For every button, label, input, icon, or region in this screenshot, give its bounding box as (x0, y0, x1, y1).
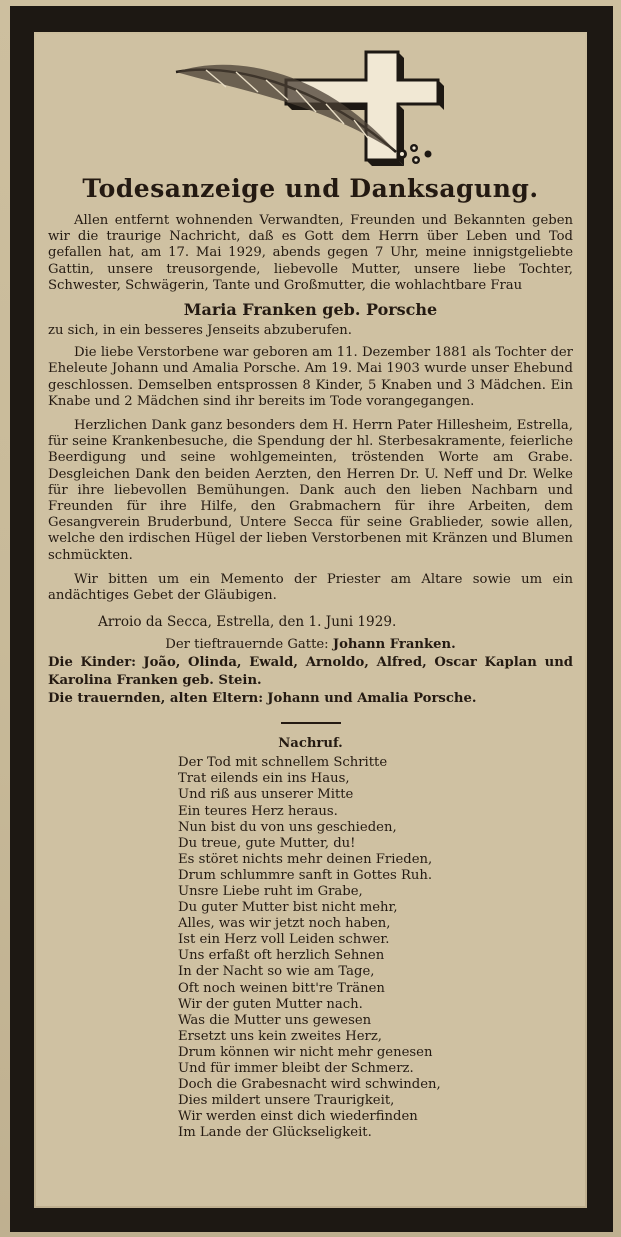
place-date: Arroio da Secca, Estrella, den 1. Juni 1929. (98, 614, 397, 631)
poem-line: Wir der guten Mutter nach. (178, 996, 363, 1012)
parents-label: Die trauernden, alten Eltern: (48, 691, 264, 707)
parents-signature (48, 690, 573, 708)
poem-line: Drum schlummre sanft in Gottes Ruh. (178, 867, 433, 883)
after-name-paragraph: zu sich, in ein besseres Jenseits abzuberufen. (48, 323, 352, 339)
poem-line: Oft noch weinen bitt're Tränen (178, 980, 385, 996)
poem-line: Dies mildert unsere Traurigkeit, (178, 1093, 395, 1109)
notice-content (48, 174, 573, 1142)
headline: Todesanzeige und Danksagung. (82, 174, 539, 203)
poem-line: Wir werden einst dich wiederfinden (178, 1109, 418, 1125)
poem-line: In der Nacht so wie am Tage, (178, 964, 375, 980)
children-label: Die Kinder: (48, 655, 137, 671)
poem-line: Alles, was wir jetzt noch haben, (178, 916, 391, 932)
poem-line: Und für immer bleibt der Schmerz. (178, 1061, 414, 1077)
poem-line: Und riß aus unserer Mitte (178, 787, 354, 803)
poem-line: Du treue, gute Mutter, du! (178, 835, 356, 851)
border-top (12, 6, 609, 32)
nachruf-poem (178, 755, 573, 1141)
border-left (10, 6, 34, 1232)
poem-line: Ersetzt uns kein zweites Herz, (178, 1028, 382, 1044)
poem-line: Uns erfaßt oft herzlich Sehnen (178, 948, 385, 964)
poem-line: Im Lande der Glückseligkeit. (178, 1125, 372, 1141)
intro-paragraph: Allen entfernt wohnenden Verwandten, Freunden und Bekannten geben wir die traurige Nachricht, daß es Gott dem Herrn über Leben und Tod gefallen hat, am 17. Mai 1929, abends gegen 7 Uhr, meine innigstgeliebte Gattin, unsere treusorgende, liebevolle Mutter, unsere liebe Tochter, Schwester, Schwägerin, Tante und Großmutter, die wohlachtbare Frau (48, 213, 573, 293)
nachruf-title: Nachruf. (278, 736, 343, 752)
poem-line: Es störet nichts mehr deinen Frieden, (178, 851, 433, 867)
cross-and-feather-icon (166, 42, 466, 172)
poem-line: Du guter Mutter bist nicht mehr, (178, 900, 398, 916)
children-signature (48, 654, 573, 690)
poem-line: Trat eilends ein ins Haus, (178, 771, 350, 787)
poem-line: Nun bist du von uns geschieden, (178, 819, 397, 835)
deceased-name: Maria Franken geb. Porsche (183, 300, 438, 320)
poem-line: Ist ein Herz voll Leiden schwer. (178, 932, 390, 948)
poem-line: Unsre Liebe ruht im Grabe, (178, 884, 363, 900)
poem-line: Ein teures Herz heraus. (178, 803, 338, 819)
poem-line: Doch die Grabesnacht wird schwinden, (178, 1077, 441, 1093)
poem-line: Drum können wir nicht mehr genesen (178, 1044, 433, 1060)
request-paragraph: Wir bitten um ein Memento der Priester am Altare sowie um ein andächtiges Gebet der Gläubigen. (48, 571, 573, 604)
border-bottom (10, 1208, 611, 1232)
biography-paragraph: Die liebe Verstorbene war geboren am 11. Dezember 1881 als Tochter der Eheleute Johann und Amalia Porsche. Am 19. Mai 1903 wurde unser Ehebund geschlossen. Demselben entsprossen 8 Kinder, 5 Knaben und 3 Mädchen. Ein Knabe und 2 Mädchen sind ihr bereits im Tode vorangegangen. (48, 345, 573, 409)
notice-panel (36, 34, 585, 1206)
poem-line: Der Tod mit schnellem Schritte (178, 755, 388, 771)
poem-line: Was die Mutter uns gewesen (178, 1012, 372, 1028)
husband-label: Der tieftrauernde Gatte: (165, 637, 329, 653)
children-names: João, Olinda, Ewald, Arnoldo, Alfred, Oscar Kaplan und Karolina Franken geb. Stein. (48, 655, 574, 689)
parents-names: Johann und Amalia Porsche. (267, 691, 477, 707)
thanks-paragraph: Herzlichen Dank ganz besonders dem H. Herrn Pater Hillesheim, Estrella, für seine Krankenbesuche, die Spendung der hl. Sterbesakramente, feierliche Beerdigung und seine wohlgemeinten, tröstenden Worte am Grabe. Desgleichen Dank den beiden Aerzten, den Herren Dr. U. Neff und Dr. Welke für ihre liebevollen Bemühungen. Dank auch den lieben Nachbarn und Freunden für ihre Hilfe, den Grabmachern für ihre Arbeiten, dem Gesangverein Bruderbund, Untere Secca für seine Grablieder, sowie allen, welche den irdischen Hügel der lieben Verstorbenen mit Kränzen und Blumen schmückten. (48, 418, 573, 563)
husband-name: Johann Franken. (332, 637, 456, 653)
husband-signature (48, 636, 573, 654)
divider (281, 722, 341, 724)
border-right (587, 6, 613, 1232)
